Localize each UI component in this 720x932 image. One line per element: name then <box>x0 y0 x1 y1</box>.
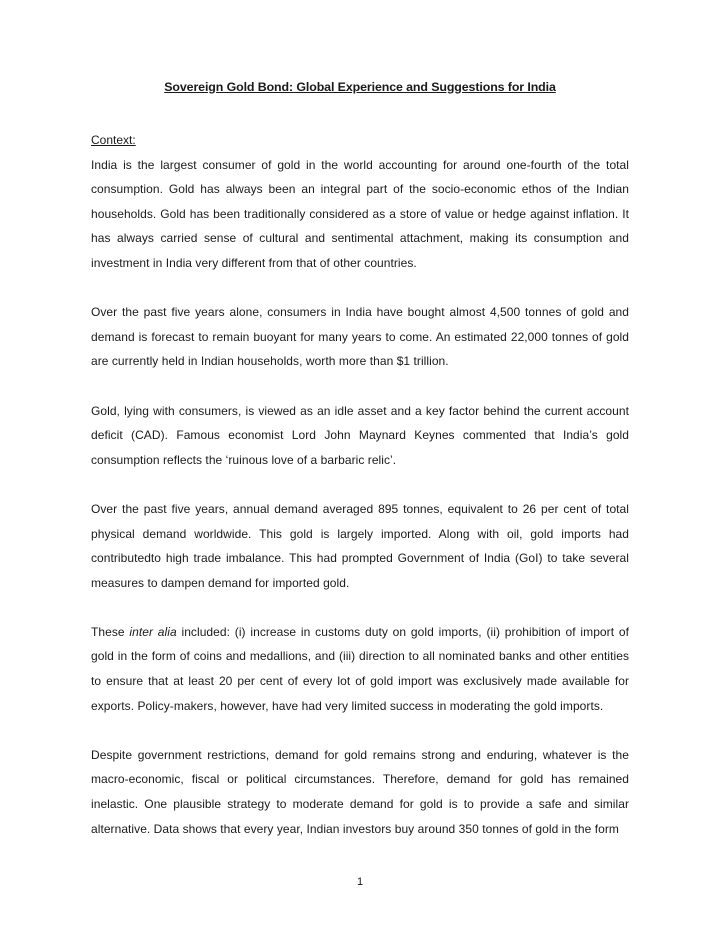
paragraph-3: Gold, lying with consumers, is viewed as an idle asset and a key factor behind the current account deficit (CAD). Famous economist Lord John Maynard Keynes commented that India’s gold consumption reflects the ‘ruinous love of a barbaric relic’. <box>91 403 629 467</box>
paragraph-1: India is the largest consumer of gold in the world accounting for around one-fourth of the total consumption. Gold has always been an integral part of the socio-economic ethos of the Indian households. Gold has been traditionally considered as a store of value or hedge against inflation. It has always carried sense of cultural and sentimental attachment, making its consumption and investment in India very different from that of other countries. <box>91 157 629 270</box>
document-body <box>91 128 629 841</box>
paragraph-4: Over the past five years, annual demand averaged 895 tonnes, equivalent to 26 per cent of total physical demand worldwide. This gold is largely imported. Along with oil, gold imports had contributedto high trade imbalance. This had prompted Government of India (GoI) to take several measures to dampen demand for imported gold. <box>91 501 629 590</box>
paragraph-5 <box>91 620 629 718</box>
page-number: 1 <box>356 876 364 888</box>
paragraph-5-lead: These <box>91 624 130 639</box>
paragraph-6: Despite government restrictions, demand for gold remains strong and enduring, whatever is the macro-economic, fiscal or political circumstances. Therefore, demand for gold has remained inelastic. One plausible strategy to moderate demand for gold is to provide a safe and similar alternative. Data shows that every year, Indian investors buy around 350 tonnes of gold in the form <box>91 747 629 836</box>
paragraph-2: Over the past five years alone, consumers in India have bought almost 4,500 tonnes of gold and demand is forecast to remain buoyant for many years to come. An estimated 22,000 tonnes of gold are currently held in Indian households, worth more than $1 trillion. <box>91 305 629 369</box>
section-heading: Context: <box>91 133 136 147</box>
document-title: Sovereign Gold Bond: Global Experience and Suggestions for India <box>164 80 556 94</box>
paragraph-5-italic: inter alia <box>129 624 177 639</box>
paragraph-5-rest: included: (i) increase in customs duty on gold imports, (ii) prohibition of import of gold in the form of coins and medallions, and (iii) direction to all nominated banks and other entities to ensure that at least 20 per cent of every lot of gold import was exclusively made available for exports. Policy-makers, however, have had very limited success in moderating the gold imports. <box>91 624 629 713</box>
